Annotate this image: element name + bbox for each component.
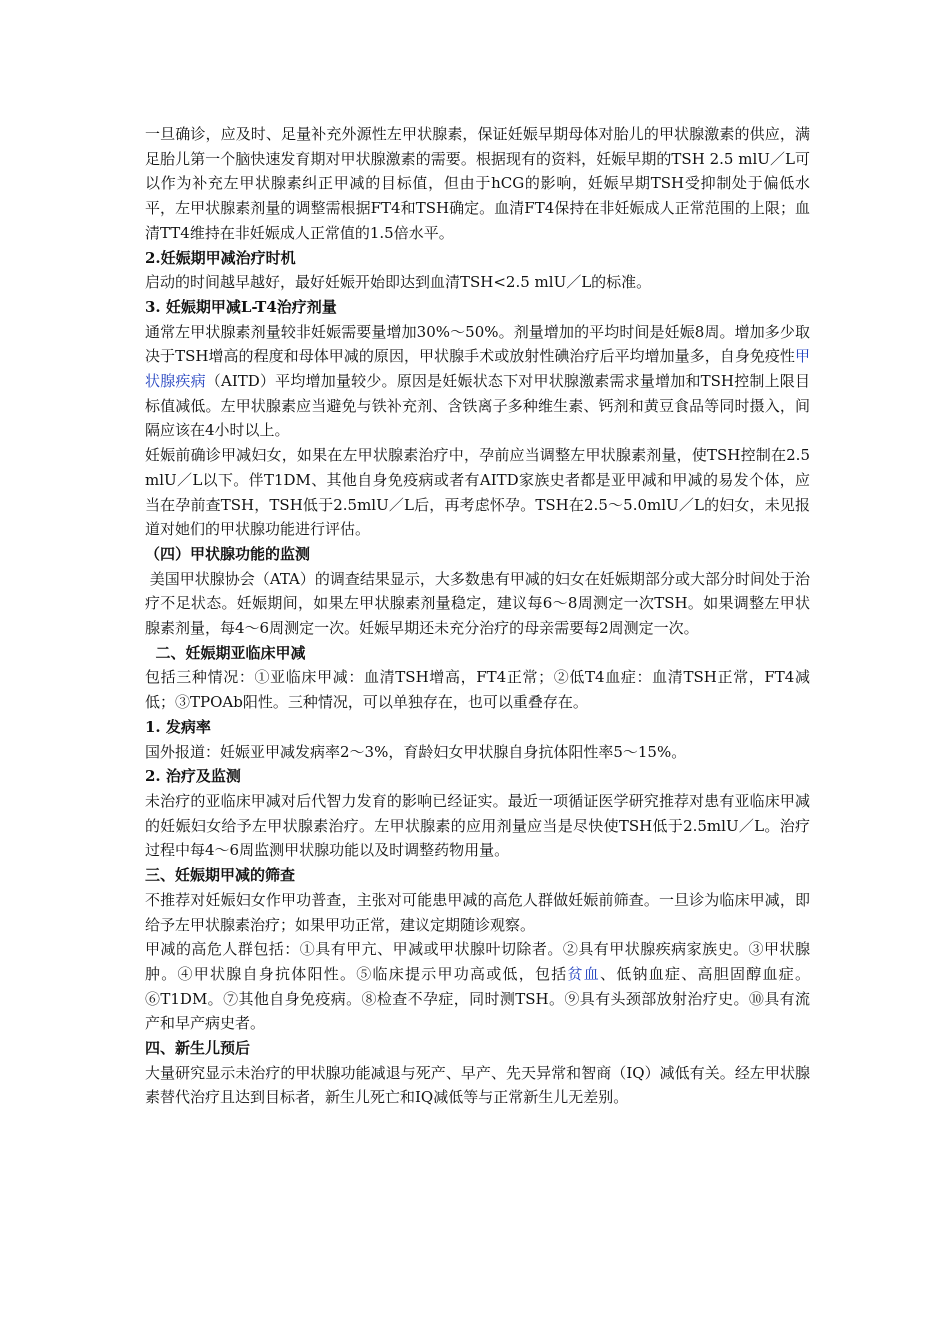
paragraph-treatment-dose: [145, 320, 810, 444]
paragraph-preconception: 妊娠前确诊甲减妇女，如果在左甲状腺素治疗中，孕前应当调整左甲状腺素剂量，使TSH控制在2.5 mlU／L以下。伴T1DM、其他自身免疫病或者有AITD家族史者都是亚甲减和甲减的易发个体，应当在孕前查TSH，TSH低于2.5mlU／L后，再考虑怀孕。TSH在2.5～5.0mlU／L的妇女，未见报道对她们的甲状腺功能进行评估。: [145, 446, 810, 539]
heading-treatment-dose: 3. 妊娠期甲减L-T4治疗剂量: [145, 297, 337, 316]
paragraph-treatment-monitoring: 未治疗的亚临床甲减对后代智力发育的影响已经证实。最近一项循证医学研究推荐对患有亚临床甲减的妊娠妇女给予左甲状腺素治疗。左甲状腺素的应用剂量应当是尽快使TSH低于2.5mlU／L。治疗过程中每4～6周监测甲状腺功能以及时调整药物用量。: [145, 791, 810, 860]
heading-treatment-timing: 2.妊娠期甲减治疗时机: [145, 248, 296, 267]
heading-screening: 三、妊娠期甲减的筛查: [145, 866, 296, 885]
document-body: [145, 122, 810, 1110]
paragraph-subclinical: 包括三种情况：①亚临床甲减：血清TSH增高，FT4正常；②低T4血症：血清TSH正常，FT4减低；③TPOAb阳性。三种情况，可以单独存在，也可以重叠存在。: [145, 668, 810, 712]
link-anemia[interactable]: 贫血: [567, 964, 600, 983]
paragraph-treatment-target: 一旦确诊，应及时、足量补充外源性左甲状腺素，保证妊娠早期母体对胎儿的甲状腺激素的供应，满足胎儿第一个脑快速发育期对甲状腺激素的需要。根据现有的资料，妊娠早期的TSH 2.5 mlU／L可以作为补充左甲状腺素纠正甲减的目标值，但由于hCG的影响，妊娠早期TSH受抑制处于偏低水平，左甲状腺素剂量的调整需根据FT4和TSH确定。血清FT4保持在非妊娠成人正常范围的上限；血清TT4维持在非妊娠成人正常值的1.5倍水平。: [145, 125, 810, 242]
heading-incidence: 1. 发病率: [145, 717, 211, 736]
heading-subclinical: 二、妊娠期亚临床甲减: [145, 643, 306, 662]
paragraph-high-risk-text-b: 、低钠血症、高胆固醇血症。⑥T1DM。⑦其他自身免疫病。⑧检查不孕症，同时测TSH。⑨具有头颈部放射治疗史。⑩具有流产和早产病史者。: [145, 964, 810, 1033]
paragraph-incidence: 国外报道：妊娠亚甲减发病率2～3%，育龄妇女甲状腺自身抗体阳性率5～15%。: [145, 742, 687, 761]
paragraph-dose-text-a: 通常左甲状腺素剂量较非妊娠需要量增加30%～50%。剂量增加的平均时间是妊娠8周。增加多少取决于TSH增高的程度和母体甲减的原因，甲状腺手术或放射性碘治疗后平均增加量多，自身免疫性: [145, 322, 810, 366]
paragraph-dose-text-b: （AITD）平均增加量较少。原因是妊娠状态下对甲状腺激素需求量增加和TSH控制上限目标值减低。左甲状腺素应当避免与铁补充剂、含铁离子多种维生素、钙剂和黄豆食品等同时摄入，间隔应该在4小时以上。: [145, 372, 810, 440]
paragraph-high-risk: [145, 937, 810, 1036]
paragraph-treatment-timing: 启动的时间越早越好，最好妊娠开始即达到血清TSH<2.5 mlU／L的标准。: [145, 273, 652, 292]
paragraph-neonatal-prognosis: 大量研究显示未治疗的甲状腺功能减退与死产、早产、先天异常和智商（IQ）减低有关。经左甲状腺素替代治疗且达到目标者，新生儿死亡和IQ减低等与正常新生儿无差别。: [145, 1063, 810, 1107]
heading-thyroid-monitoring: （四）甲状腺功能的监测: [145, 544, 311, 563]
paragraph-screening: 不推荐对妊娠妇女作甲功普查，主张对可能患甲减的高危人群做妊娠前筛查。一旦诊为临床甲减，即给予左甲状腺素治疗；如果甲功正常，建议定期随诊观察。: [145, 890, 810, 934]
heading-neonatal-prognosis: 四、新生儿预后: [145, 1039, 251, 1058]
link-thyroid-disease[interactable]: 甲状腺疾病: [145, 347, 810, 391]
heading-treatment-monitoring: 2. 治疗及监测: [145, 767, 241, 786]
paragraph-high-risk-text-a: 甲减的高危人群包括：①具有甲亢、甲减或甲状腺叶切除者。②具有甲状腺疾病家族史。③甲状腺肿。④甲状腺自身抗体阳性。⑤临床提示甲功高或低，包括: [145, 940, 810, 983]
paragraph-thyroid-monitoring: 美国甲状腺协会（ATA）的调查结果显示，大多数患有甲减的妇女在妊娠期部分或大部分时间处于治疗不足状态。妊娠期间，如果左甲状腺素剂量稳定，建议每6～8周测定一次TSH。如果调整左甲状腺素剂量，每4～6周测定一次。妊娠早期还未充分治疗的母亲需要每2周测定一次。: [145, 569, 810, 638]
